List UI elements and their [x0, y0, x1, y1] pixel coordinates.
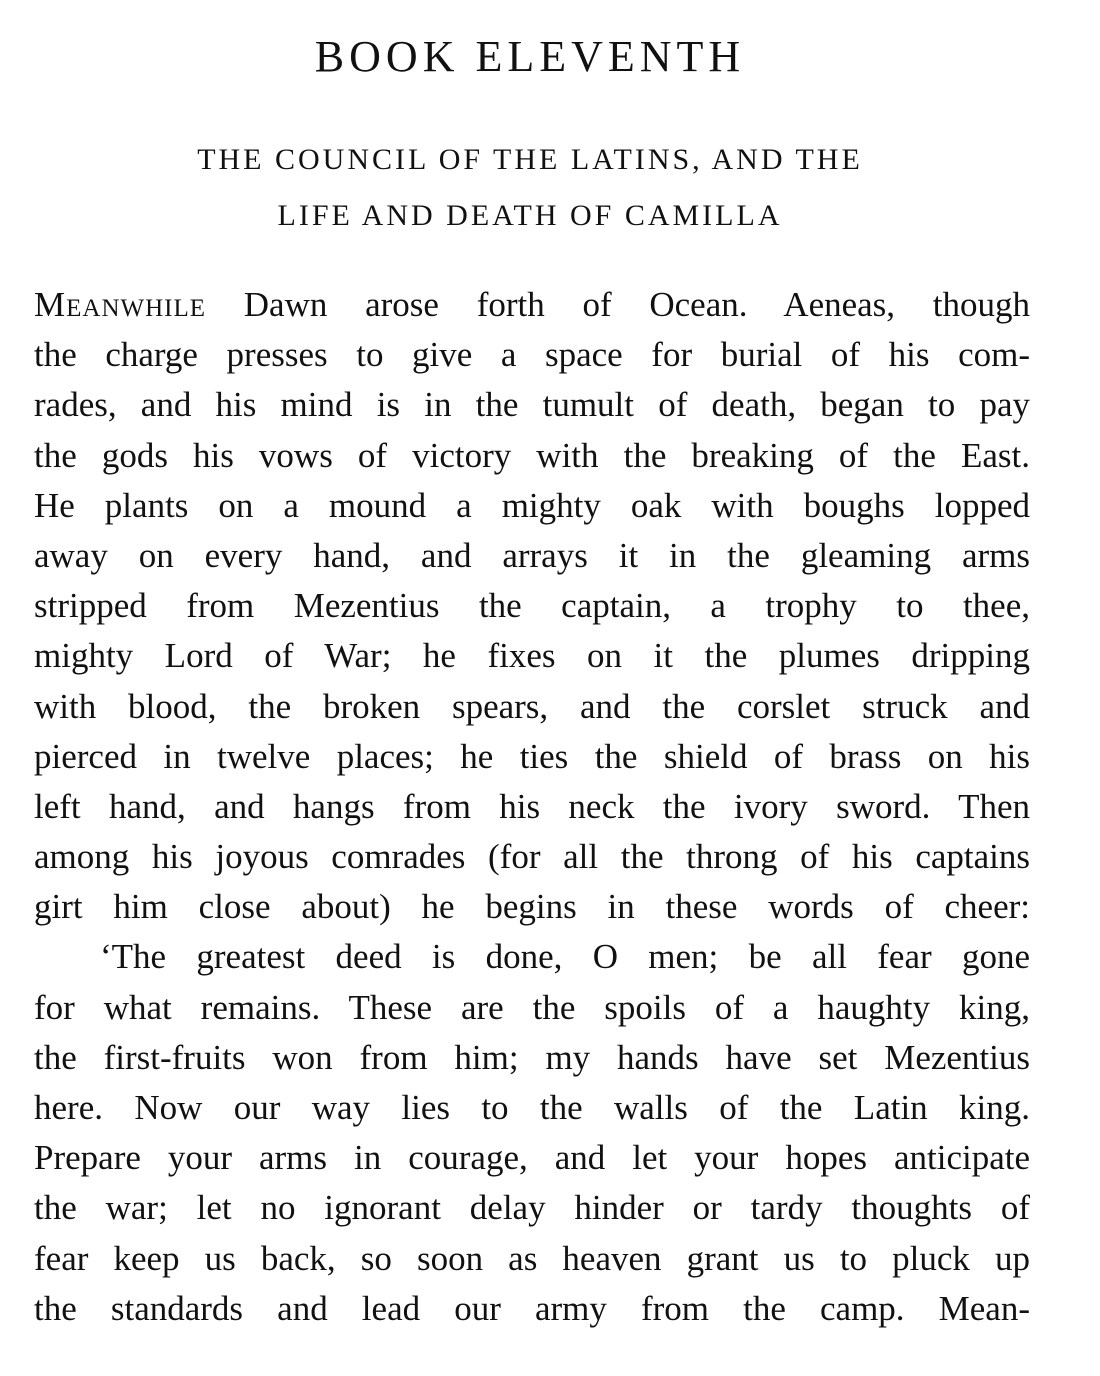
text-line: the first-fruits won from him; my hands have set Mezentius [34, 1037, 1030, 1077]
text-line: fear keep us back, so soon as heaven grant us to pluck up [34, 1238, 1030, 1278]
opening-word: Meanwhile [34, 285, 207, 324]
text-line: the charge presses to give a space for burial of his com- [34, 335, 1030, 375]
text-line: among his joyous comrades (for all the throng of his captains [34, 837, 1030, 877]
text-line: for what remains. These are the spoils of a haughty king, [34, 987, 1030, 1027]
text-line: pierced in twelve places; he ties the shield of brass on his [34, 736, 1030, 776]
text-line: with blood, the broken spears, and the corslet struck and [34, 686, 1030, 726]
body-text [34, 280, 1030, 1334]
text-line [34, 280, 1030, 330]
text-line: He plants on a mound a mighty oak with boughs lopped [34, 485, 1030, 525]
text-line: stripped from Mezentius the captain, a trophy to thee, [34, 586, 1030, 626]
text-line: left hand, and hangs from his neck the ivory sword. Then [34, 786, 1030, 826]
text-line-1-rest: Dawn arose forth of Ocean. Aeneas, though [243, 285, 1031, 324]
text-line: ‘The greatest deed is done, O men; be all fear gone [100, 937, 1030, 977]
text-line: mighty Lord of War; he fixes on it the plumes dripping [34, 636, 1030, 676]
text-line: away on every hand, and arrays it in the gleaming arms [34, 535, 1030, 575]
text-line: here. Now our way lies to the walls of the Latin king. [34, 1088, 1030, 1127]
text-line: the war; let no ignorant delay hinder or tardy thoughts of [34, 1188, 1030, 1228]
text-line: the gods his vows of victory with the breaking of the East. [34, 435, 1030, 475]
book-title: BOOK ELEVENTH [314, 32, 746, 81]
text-line: Prepare your arms in courage, and let your hopes anticipate [34, 1138, 1030, 1178]
chapter-title [0, 132, 1060, 244]
text-line: rades, and his mind is in the tumult of death, began to pay [34, 385, 1030, 425]
chapter-title-line-1: THE COUNCIL OF THE LATINS, AND THE [197, 143, 863, 176]
text-line: girt him close about) he begins in these words of cheer: [34, 887, 1030, 927]
text-line: the standards and lead our army from the camp. Mean- [34, 1288, 1030, 1328]
chapter-title-line-2: LIFE AND DEATH OF CAMILLA [277, 199, 783, 232]
